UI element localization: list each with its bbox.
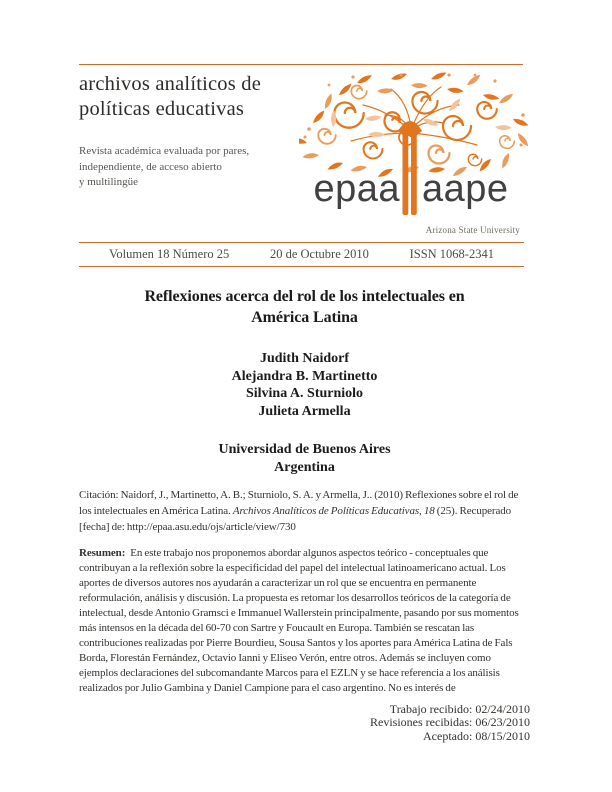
abstract-label: Resumen: (79, 547, 126, 559)
article-title-line1: Reflexiones acerca del rol de los intelectuales en (144, 288, 465, 305)
tagline-line: Revista académica evaluada por pares, (79, 145, 250, 157)
abstract-text: En este trabajo nos proponemos abordar algunos aspectos teórico - conceptuales que contribuyan a la reflexión sobre la especificidad del papel del intelectual latinoamericano actual. Los aportes de diversos autores nos ayudarán a caracterizar un rol que se encuentra en permanente reformulación, análisis y discusión. La propuesta es retomar los desarrollos teóricos de la categoría de intelectual, desde Antonio Gramsci e Immanuel Wallerstein principalmente, pasando por sus momentos más intensos en la década del 60-70 con Sartre y Foucault en Europa. También se rescatan las contribuciones realizadas por Pierre Bourdieu, Sousa Santos y los aportes para América Latina de Fals Borda, Florestán Fernández, Octavio Ianni y Eliseo Verón, entre otros. Además se incluyen como ejemplos declaraciones del subcomandante Marcos para el EZLN y se hace referencia a los análisis realizados por Julio Gambina y Daniel Campione para el caso argentino. No es interés de (79, 547, 519, 694)
author-name: Alejandra B. Martinetto (231, 368, 378, 384)
issue-bar (79, 242, 524, 267)
author-name: Silvina A. Sturniolo (245, 386, 364, 401)
article-title (79, 286, 530, 328)
logo-word-epaa: epaa (313, 168, 400, 210)
citation-paragraph (79, 487, 530, 535)
author-name: Julieta Armella (258, 403, 351, 419)
journal-name (79, 72, 261, 122)
manuscript-dates (79, 703, 530, 743)
citation-text: Citación: Naidorf, J., Martinetto, A. B.; Sturniolo, S. A. y Armella, J.. (2010) Reflexiones sobre el rol de los intelectuales en América Latina. (79, 489, 519, 517)
article-title-line2: América Latina (251, 309, 358, 326)
abstract-paragraph (79, 546, 530, 696)
affiliation-institution: Universidad de Buenos Aires (218, 442, 391, 457)
issue-volume: Volumen 18 Número 25 (109, 247, 230, 261)
affiliation-country: Argentina (274, 459, 335, 475)
date-received: Trabajo recibido: 02/24/2010 (389, 702, 530, 716)
journal-name-line2: políticas educativas (79, 98, 245, 120)
journal-name-line1: archivos analíticos de (79, 73, 262, 95)
masthead-top-rule (79, 64, 523, 65)
epaa-logo (299, 71, 528, 241)
author-list (79, 350, 530, 420)
date-accepted: Aceptado: 08/15/2010 (423, 728, 530, 743)
citation-text: (25). Recuperado [fecha] de: (79, 505, 512, 533)
citation-url[interactable]: http://epaa.asu.edu/ojs/article/view/730 (126, 521, 296, 533)
tagline-line: y multilingüe (79, 176, 138, 189)
citation-journal-italic: Archivos Analíticos de Políticas Educativas, 18 (232, 505, 435, 517)
journal-tagline (79, 144, 249, 191)
institution-name: Arizona State University (425, 225, 520, 235)
article-front-matter (79, 286, 530, 743)
author-name: Judith Naidorf (259, 351, 350, 366)
date-revisions: Revisiones recibidas: 06/23/2010 (370, 715, 530, 730)
logo-word-aape: aape (422, 168, 509, 210)
tagline-line: independiente, de acceso abierto (79, 160, 222, 173)
issue-date: 20 de Octubre 2010 (269, 247, 369, 261)
issue-issn: ISSN 1068-2341 (409, 247, 494, 261)
affiliation (79, 441, 530, 476)
